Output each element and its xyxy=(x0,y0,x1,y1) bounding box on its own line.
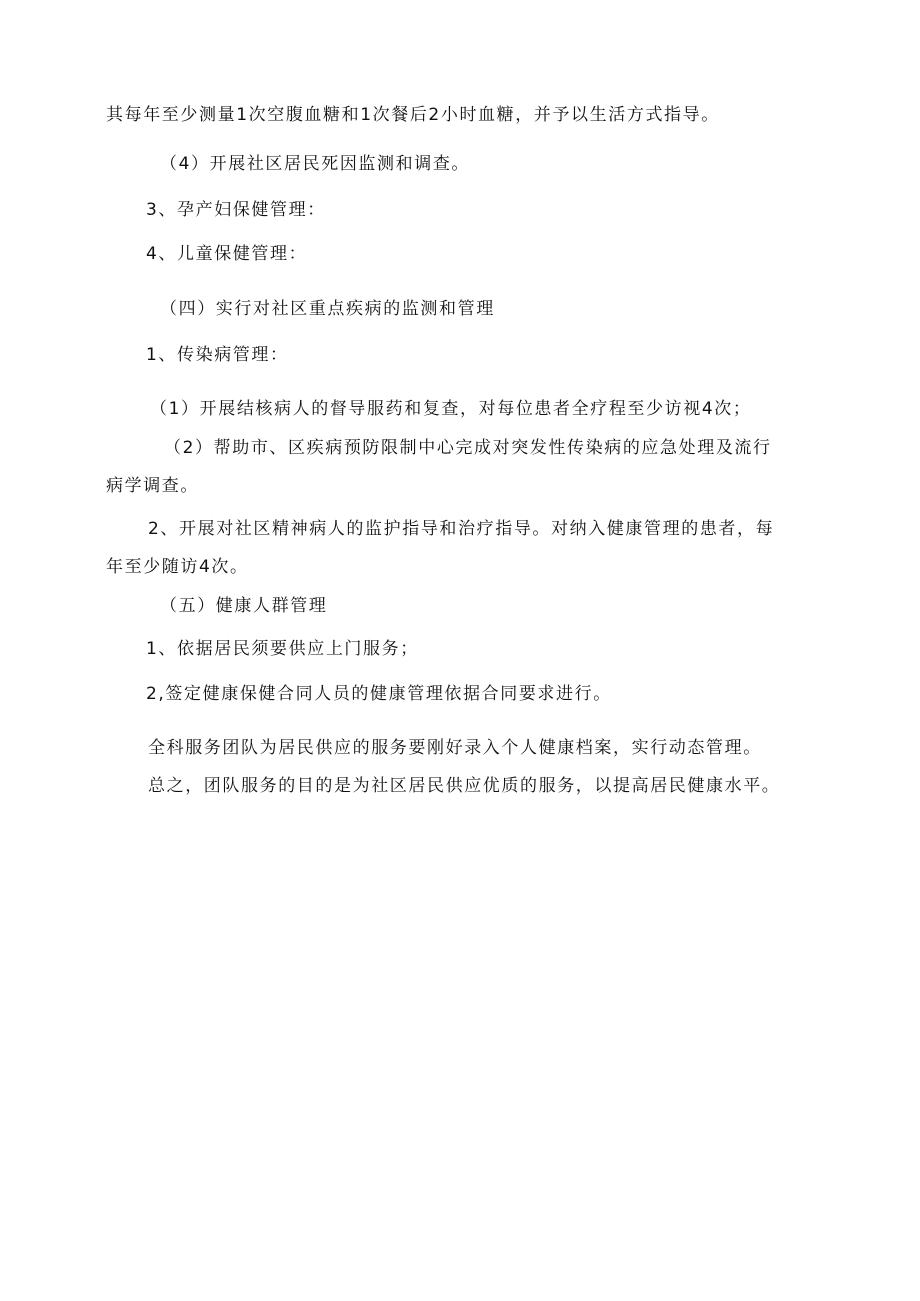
text-line-health-records: 全科服务团队为居民供应的服务要刚好录入个人健康档案，实行动态管理。 xyxy=(148,738,762,758)
section-heading-disease-monitoring: （四）实行对社区重点疾病的监测和管理 xyxy=(160,299,495,319)
text-line-diabetes-guidance: 其每年至少测量1次空腹血糖和1次餐后2小时血糖，并予以生活方式指导。 xyxy=(106,105,720,125)
text-line-child-care: 4、儿童保健管理： xyxy=(146,244,308,264)
text-line-tuberculosis: （1）开展结核病人的督导服药和复查，对每位患者全疗程至少访视4次； xyxy=(150,399,752,419)
text-line-outbreak-response: （2）帮助市、区疾病预防限制中心完成对突发性传染病的应急处理及流行 xyxy=(164,438,772,458)
text-line-epidemiology: 病学调查。 xyxy=(106,476,199,496)
text-line-contract-management: 2,签定健康保健合同人员的健康管理依据合同要求进行。 xyxy=(146,684,612,704)
text-line-death-monitoring: （4）开展社区居民死因监测和调查。 xyxy=(160,154,471,174)
text-line-mental-health: 2、开展对社区精神病人的监护指导和治疗指导。对纳入健康管理的患者，每 xyxy=(148,519,775,539)
text-line-home-service: 1、依据居民须要供应上门服务； xyxy=(146,639,419,659)
text-line-maternal-care: 3、孕产妇保健管理： xyxy=(146,200,326,220)
text-line-infectious-disease: 1、传染病管理： xyxy=(146,345,289,365)
text-line-summary: 总之，团队服务的目的是为社区居民供应优质的服务，以提高居民健康水平。 xyxy=(148,776,781,796)
section-heading-healthy-population: （五）健康人群管理 xyxy=(160,596,328,616)
text-line-follow-up: 年至少随访4次。 xyxy=(106,557,249,577)
